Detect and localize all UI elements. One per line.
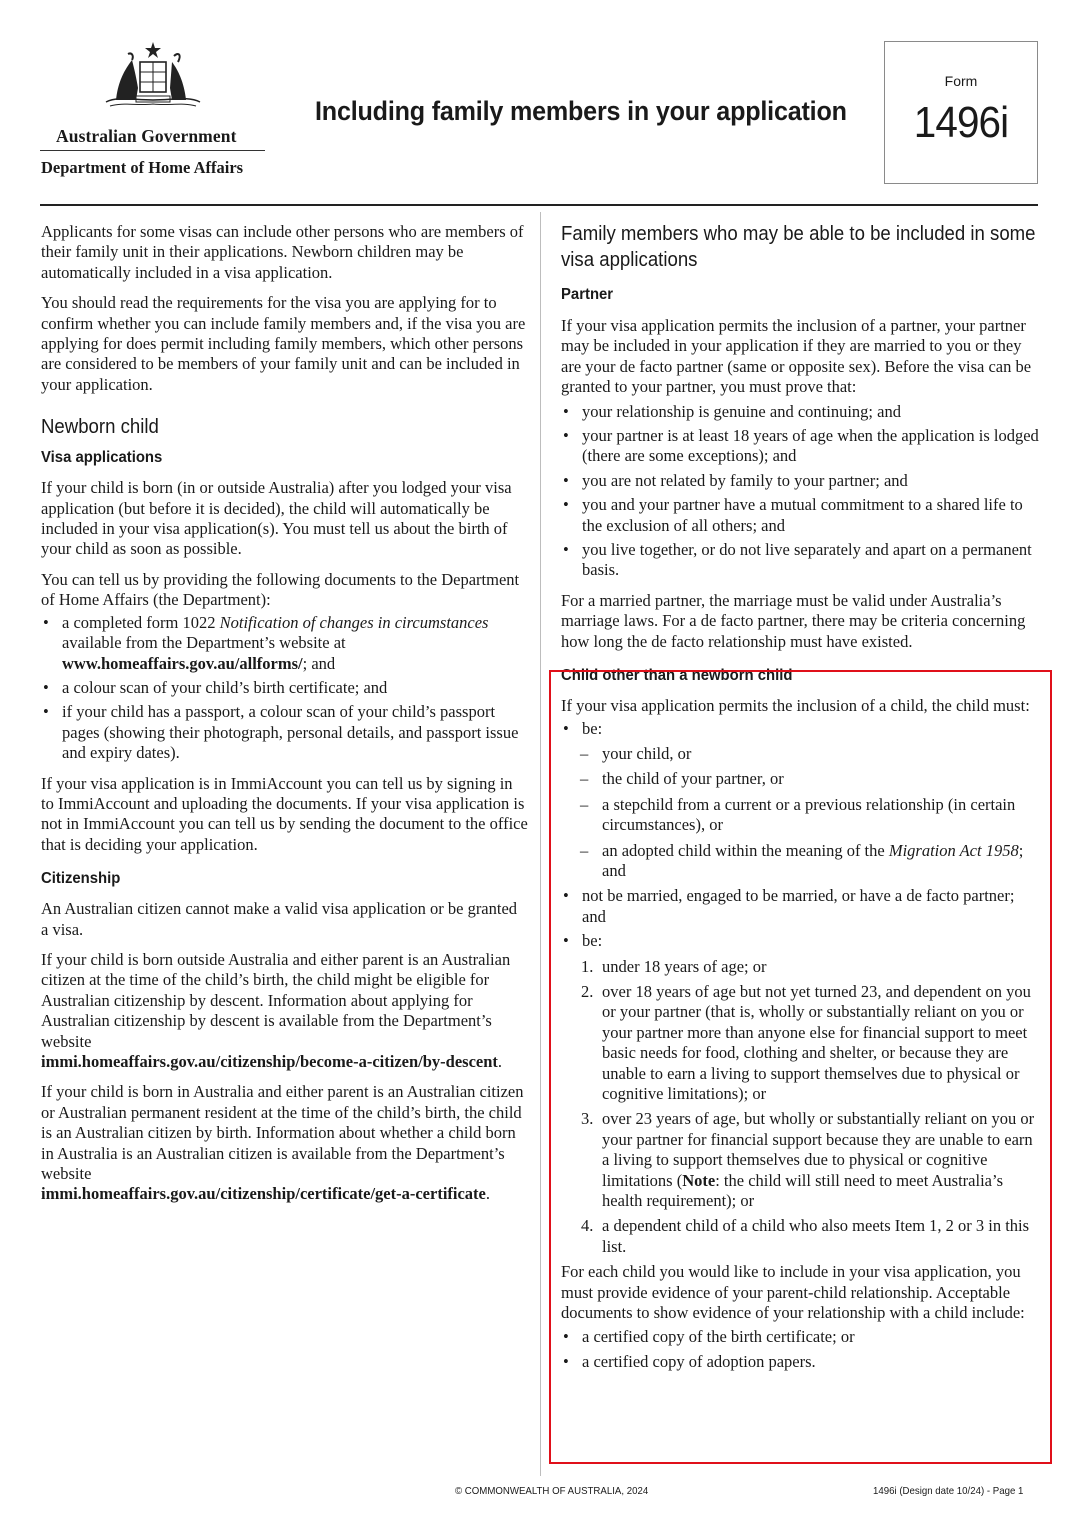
list-item: • your relationship is genuine and continuing; and: [561, 402, 1041, 422]
visa-apps-paragraph-3: If your visa application is in ImmiAccount you can tell us by signing in to ImmiAccount and uploading the documents. If your visa application is not in ImmiAccount you can tell us by sending the document to the office that is deciding your application.: [41, 773, 528, 854]
form-number: 1496i: [913, 98, 1009, 147]
coat-of-arms-logo: [98, 40, 208, 120]
child-paragraph-1: If your visa application permits the inclusion of a child, the child must:: [561, 696, 1030, 716]
documents-list: [41, 613, 528, 764]
form-name: Notification of changes in circumstances: [219, 612, 489, 632]
family-members-heading: Family members who may be able to be included in some visa applications: [561, 223, 1036, 271]
partner-paragraph-2: For a married partner, the marriage must be valid under Australia’s marriage laws. For a de facto partner, there may be criteria concerning how long the de facto relationship must have existed.: [561, 590, 1026, 651]
list-item: • a certified copy of adoption papers.: [561, 1352, 1041, 1372]
list-item: – your child, or: [561, 744, 1041, 764]
visa-applications-heading: Visa applications: [41, 449, 163, 467]
item-number: 4.: [581, 1216, 594, 1236]
government-name: Australian Government: [56, 126, 237, 146]
citizenship-paragraph-1: An Australian citizen cannot make a valid visa application or be granted a visa.: [41, 899, 518, 939]
intro-paragraph-2: You should read the requirements for the visa you are applying for to confirm whether you can include family members and, if the visa you are applying for does permit including family members, which other persons are considered to be members of your family unit and can be included in your application.: [41, 293, 526, 394]
list-item: • you are not related by family to your partner; and: [561, 471, 1041, 491]
child-requirements-list: [561, 719, 1041, 1258]
partner-requirements-list: [561, 402, 1041, 581]
item-number: 1.: [581, 956, 594, 976]
logo-divider: [40, 150, 265, 151]
list-item: • a certified copy of the birth certificate; or: [561, 1327, 1041, 1347]
child-paragraph-2: For each child you would like to include in your visa application, you must provide evidence of your parent-child relationship. Acceptable documents to show evidence of your relationship with a child include:: [561, 1262, 1025, 1323]
act-name: Migration Act 1958: [888, 840, 1019, 860]
list-item: – the child of your partner, or: [561, 769, 1041, 789]
list-item: 3. over 23 years of age, but wholly or substantially reliant on you or your partner for financial support because they are unable to earn a living to support themselves due to physical or cognitive limitations (Note: the child will still need to meet Australia’s health requirement); or: [581, 1109, 1035, 1211]
allforms-link[interactable]: www.homeaffairs.gov.au/allforms/: [62, 653, 303, 673]
item-number: 3.: [581, 1109, 594, 1129]
page-title: Including family members in your application: [315, 96, 847, 126]
list-item: • a completed form 1022 Notification of changes in circumstances available from the Department’s website at www.homeaffairs.gov.au/allforms/; and: [41, 613, 528, 674]
certificate-link[interactable]: immi.homeaffairs.gov.au/citizenship/certificate/get-a-certificate: [41, 1184, 486, 1204]
list-item: 1. under 18 years of age; or: [581, 956, 767, 976]
visa-apps-paragraph-2: You can tell us by providing the following documents to the Department of Home Affairs (the Department):: [41, 569, 520, 610]
list-item: • you and your partner have a mutual commitment to a shared life to the exclusion of all others; and: [561, 495, 1041, 536]
department-name: Department of Home Affairs: [41, 158, 244, 177]
note-label: Note: [682, 1170, 716, 1190]
child-heading: Child other than a newborn child: [561, 667, 793, 685]
partner-paragraph-1: If your visa application permits the inclusion of a partner, your partner may be included in your application if they are married to you or they are your de facto partner (same or opposite sex). Before the visa can be granted to your partner, you must prove that:: [561, 316, 1032, 397]
item-number: 2.: [581, 981, 594, 1001]
footer-design-date: 1496i (Design date 10/24) - Page 1: [873, 1485, 1024, 1497]
relationship-list: [561, 744, 1041, 881]
list-item: • not be married, engaged to be married, or have a de facto partner; and: [561, 886, 1041, 927]
form-label: Form: [944, 73, 978, 89]
list-item: • be: 1. under 18 years of age; or 2. over 18 years of age but not yet turned 23, and dependent on you or your partner (that is, wholly or substantially reliant on you or your partner more than anyone else for financial support to meet basic needs for food, clothing and shelter, or because they are unable to earn a living to support themselves due to physical or cognitive limitations); or 3. over 23 years of age, but wholly or substantially reliant on you or your partner for financial support because they are unable to earn a living to support themselves due to physical or cognitive limitations (Note: the child will still need to meet Australia’s health requirement); or 4. a dependent child of a child who also meets Item 1, 2 or 3 in this list.: [561, 931, 1041, 1257]
list-item: 2. over 18 years of age but not yet turned 23, and dependent on you or your partner (that is, wholly or substantially reliant on you or your partner more than anyone else for financial support to meet basic needs for food, clothing and shelter, or because they are unable to earn a living to support themselves due to physical or cognitive limitations); or: [581, 981, 1031, 1103]
header-divider: [40, 204, 1038, 206]
citizenship-paragraph-3: If your child is born in Australia and either parent is an Australian citizen or Australian permanent resident at the time of the child’s birth, the child is an Australian citizen by birth. Information about whether a child born in Australia is an Australian citizen is available from the Department’s website immi.homeaffairs.gov.au/citizenship/certificate/get-a-certificate.: [41, 1082, 524, 1204]
intro-paragraph-1: Applicants for some visas can include other persons who are members of their family unit in their applications. Newborn children may be automatically included in a visa application.: [41, 222, 524, 282]
newborn-heading: Newborn child: [41, 416, 159, 439]
partner-heading: Partner: [561, 286, 614, 303]
list-item: – a stepchild from a current or a previous relationship (in certain circumstances), or: [561, 795, 1041, 836]
evidence-list: [561, 1327, 1041, 1372]
visa-apps-paragraph-1: If your child is born (in or outside Australia) after you lodged your visa application (but before it is decided), the child will automatically be included in your visa application(s). You must tell us about the birth of your child as soon as possible.: [41, 478, 512, 559]
by-descent-link[interactable]: immi.homeaffairs.gov.au/citizenship/become-a-citizen/by-descent: [41, 1052, 498, 1071]
citizenship-paragraph-2: If your child is born outside Australia and either parent is an Australian citizen at the time of the child’s birth, the child might be eligible for Australian citizenship by descent. Information about applying for Australian citizenship by descent is available from the Department’s website immi.homeaffairs.gov.au/citizenship/become-a-citizen/by-descent.: [41, 949, 511, 1071]
left-column: [41, 222, 528, 1215]
list-item: • your partner is at least 18 years of age when the application is lodged (there are some exceptions); and: [561, 426, 1041, 467]
column-divider: [540, 212, 541, 1476]
list-item: – an adopted child within the meaning of the Migration Act 1958; and: [561, 841, 1041, 882]
citizenship-heading: Citizenship: [41, 870, 121, 888]
list-item: 4. a dependent child of a child who also meets Item 1, 2 or 3 in this list.: [581, 1216, 1030, 1256]
list-item: • you live together, or do not live separately and apart on a permanent basis.: [561, 540, 1041, 581]
form-number-box: [884, 41, 1038, 184]
list-item: • be: – your child, or – the child of your partner, or – a stepchild from a current or a previous relationship (in certain circumstances), or – an adopted child within the meaning of the Migration Act 1958; and: [561, 719, 1041, 882]
footer-copyright: © COMMONWEALTH OF AUSTRALIA, 2024: [455, 1485, 649, 1497]
list-item: • a colour scan of your child’s birth certificate; and: [41, 678, 528, 698]
right-column: [561, 222, 1041, 1382]
list-item: • if your child has a passport, a colour scan of your child’s passport pages (showing their photograph, personal details, and passport issue and expiry dates).: [41, 702, 528, 763]
age-conditions-list: [561, 957, 1041, 1258]
